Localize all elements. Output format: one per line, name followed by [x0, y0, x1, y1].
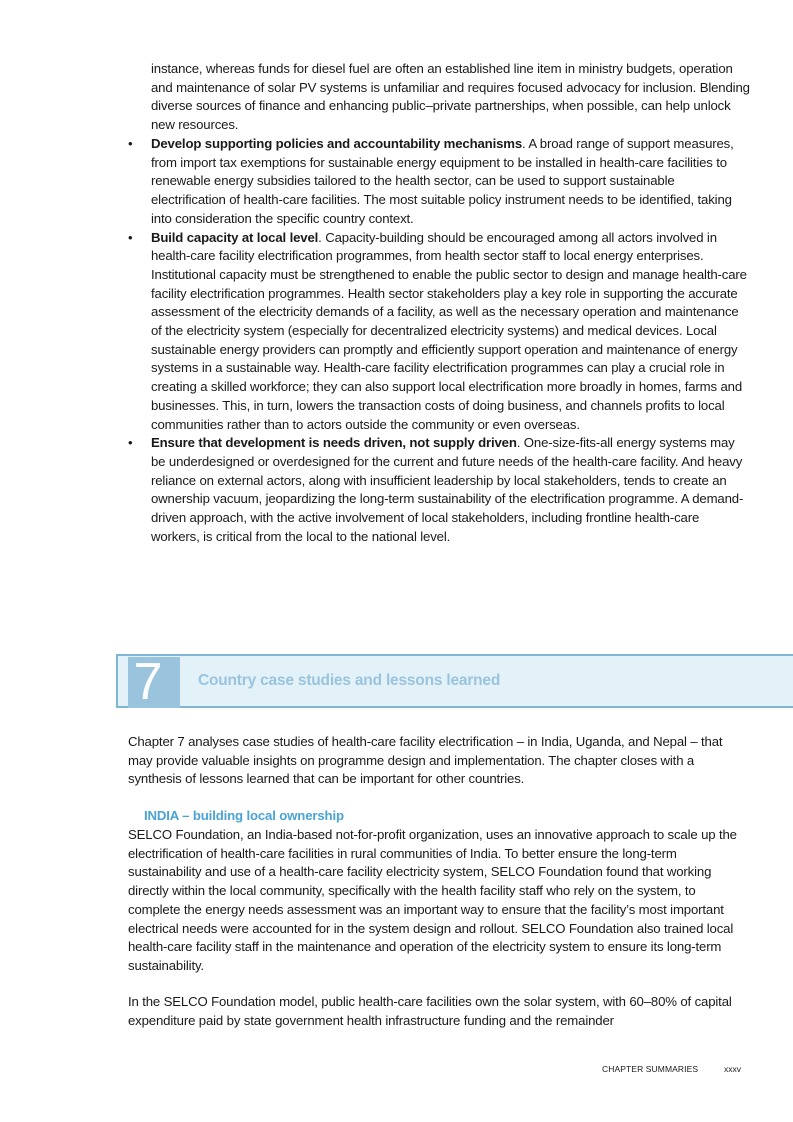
bullet-heading: Ensure that development is needs driven, not supply driven [151, 435, 517, 451]
bullet-marker: • [128, 136, 133, 151]
bullet-text: . A broad range of support measures, from import tax exemptions for sustainable energy equipment to be installed in health-care facilities to renewable energy subsidies tailored to the health sector, can be used to support sustainable electrification of health-care facilities. The most suitable policy instrument needs to be identified, taking into consideration the specific country context. [151, 136, 734, 226]
india-paragraph-1: SELCO Foundation, an India-based not-for-profit organization, uses an innovative approach to scale up the electrification of health-care facilities in rural communities of India. To better ensure the long-term sustainability and use of a health-care facility electricity system, SELCO Foundation found that working directly within the local community, specifically with the health facility staff who rely on the system, to complete the energy needs assessment was an important way to ensure that the facility’s most important electrical needs were accounted for in the system design and rollout. SELCO Foundation also trained local health-care facility staff in the maintenance and operation of the electricity system to ensure its long-term sustainability. [128, 827, 737, 973]
bullet-heading: Develop supporting policies and accountability mechanisms [151, 136, 523, 151]
chapter-title: Country case studies and lessons learned [198, 672, 501, 689]
chapter-number-box [128, 653, 180, 711]
india-subheading: INDIA – building local ownership [144, 808, 344, 823]
bullet-heading: Build capacity at local level [151, 229, 319, 245]
bullet-item-policies [128, 135, 750, 229]
india-paragraph-2: In the SELCO Foundation model, public health-care facilities own the solar system, with 60–80% of capital expenditure paid by state government health infrastructure funding and the remainder [128, 994, 732, 1028]
continuation-paragraph: instance, whereas funds for diesel fuel are often an established line item in ministry budgets, operation and maintenance of solar PV systems is unfamiliar and requires focused advocacy for inclusion. Blending diverse sources of finance and enhancing public–private partnerships, when possible, can help unlock new resources. [151, 61, 750, 133]
chapter-number: 7 [133, 653, 163, 711]
bullet-text: . Capacity-building should be encouraged among all actors involved in health-care facility electrification programmes, from health sector staff to local energy enterprises. Institutional capacity must be strengthened to enable the public sector to design and manage health-care facility electrification programmes. Health sector stakeholders play a key role in supporting the accurate assessment of the electricity demands of a facility, as well as the necessary operation and maintenance of the electricity system (especially for decentralized electricity systems) and medical devices. Local sustainable energy providers can promptly and efficiently support operation and maintenance of energy systems in a sustainable way. Health-care facility electrification programmes can play a crucial role in creating a skilled workforce; they can also support local electrification more broadly in homes, farms and businesses. This, in turn, lowers the transaction costs of doing business, and channels profits to local communities rather than to actors outside the community or even overseas. [151, 229, 747, 432]
chapter-intro: Chapter 7 analyses case studies of health-care facility electrification – in India, Uganda, and Nepal – that may provide valuable insights on programme design and implementation. The chapter closes with a synthesis of lessons learned that can be important for other countries. [128, 734, 723, 787]
bullet-item-needs-driven [128, 434, 750, 546]
bullet-list [128, 135, 750, 546]
footer-page-number: xxxv [724, 1064, 741, 1074]
bullet-text: . One-size-fits-all energy systems may be underdesigned or overdesigned for the current and future needs of the health-care facility. And heavy reliance on external actors, along with insufficient leadership by local stakeholders, tends to create an ownership vacuum, jeopardizing the long-term sustainability of the electrification programme. A demand-driven approach, with the active involvement of local stakeholders, including frontline health-care workers, is critical from the local to the national level. [151, 435, 744, 544]
footer-section-label: CHAPTER SUMMARIES [602, 1064, 699, 1074]
bullet-item-capacity [128, 229, 750, 435]
bullet-marker: • [128, 435, 133, 451]
bullet-marker: • [128, 229, 133, 245]
